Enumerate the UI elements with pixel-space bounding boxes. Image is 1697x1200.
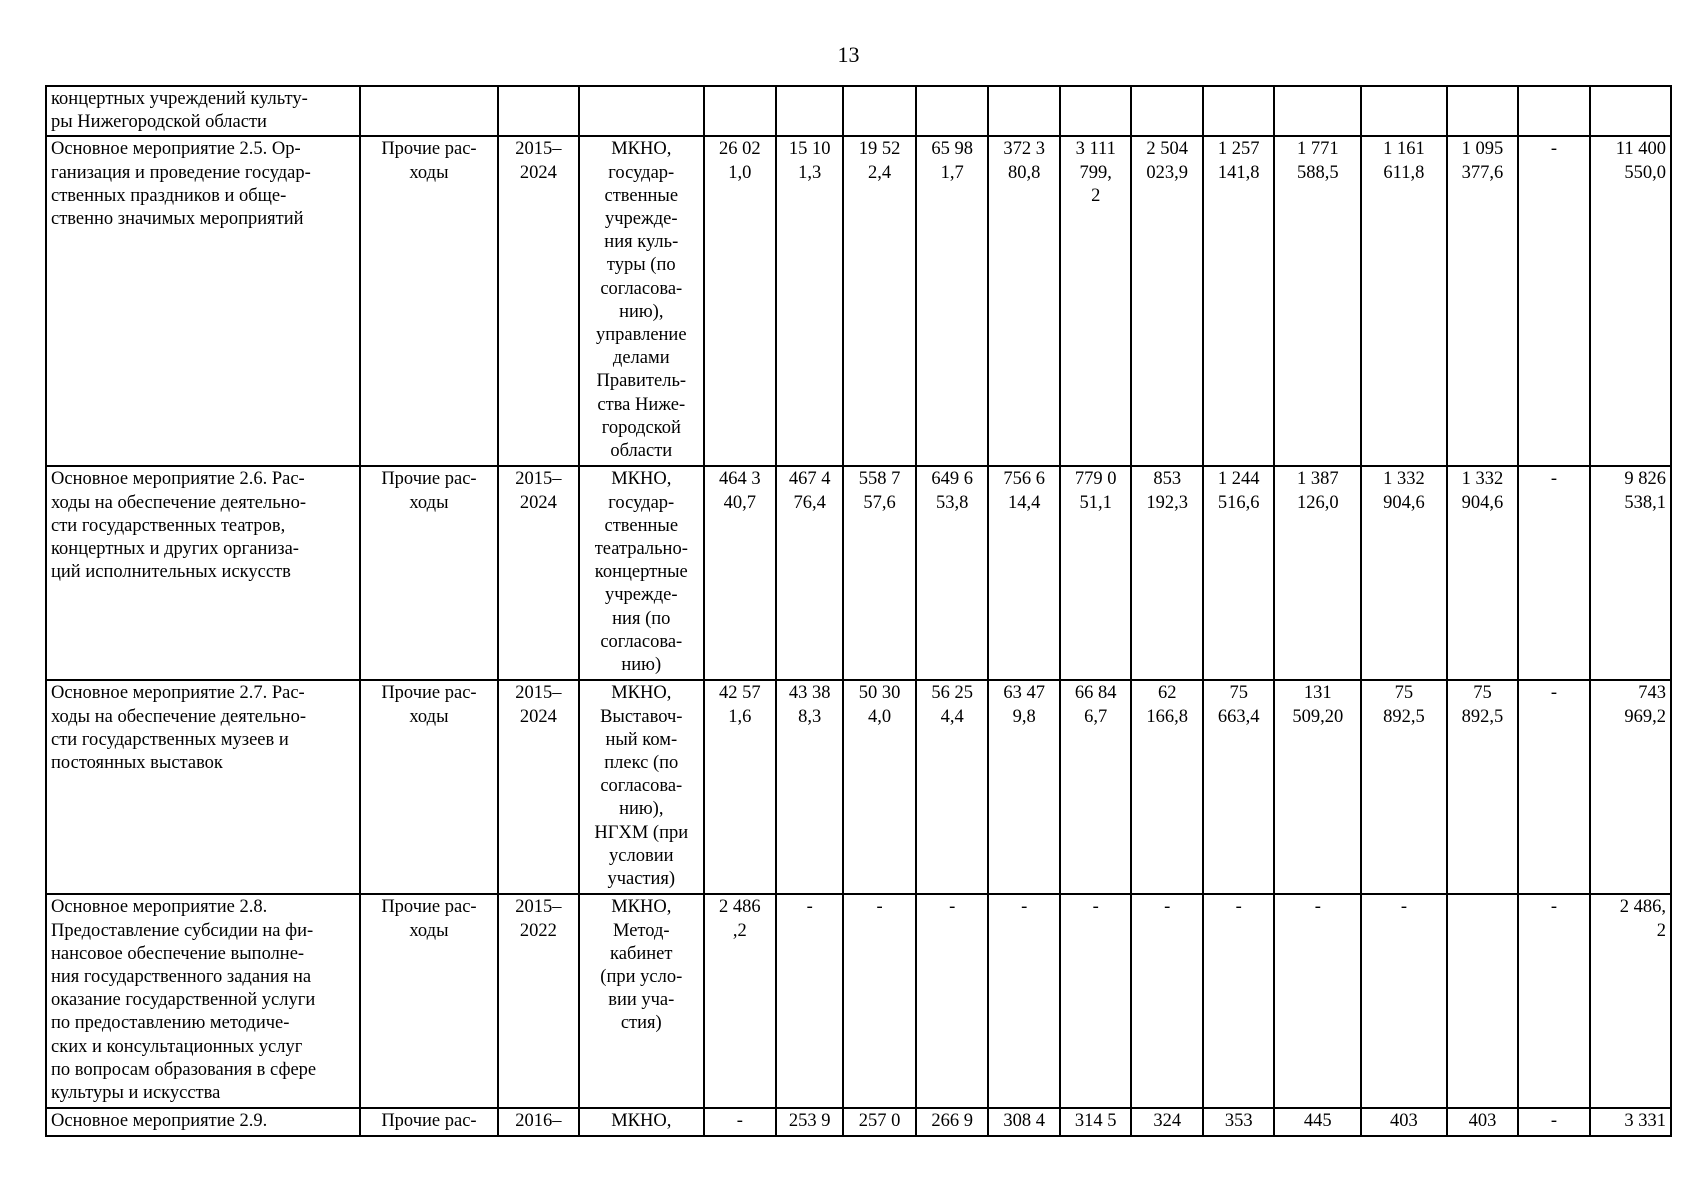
table-row xyxy=(46,466,1671,680)
measure-name: концертных учреждений культу- ры Нижегородской области xyxy=(46,86,360,136)
executor: МКНО, Выставоч- ный ком- плекс (по согласова- нию), НГХМ (при условии участия) xyxy=(579,680,704,894)
period: 2015– 2024 xyxy=(498,680,579,894)
value-cell xyxy=(1361,86,1447,136)
expense-type: Прочие рас- ходы xyxy=(360,680,498,894)
value-cell: 26 02 1,0 xyxy=(704,136,777,466)
value-cell: - xyxy=(1361,894,1447,1108)
value-cell xyxy=(1203,86,1275,136)
value-cell xyxy=(988,86,1060,136)
budget-table xyxy=(45,85,1672,1137)
value-cell xyxy=(1274,86,1361,136)
total-cell: 9 826 538,1 xyxy=(1590,466,1671,680)
value-cell: 464 3 40,7 xyxy=(704,466,777,680)
total-cell: 3 331 xyxy=(1590,1108,1671,1135)
value-cell: 2 486 ,2 xyxy=(704,894,777,1108)
value-cell: 403 xyxy=(1361,1108,1447,1135)
value-cell: - xyxy=(1518,466,1590,680)
value-cell: 372 3 80,8 xyxy=(988,136,1060,466)
value-cell: - xyxy=(1518,680,1590,894)
executor: МКНО, государ- ственные театрально- концертные учрежде- ния (по согласова- нию) xyxy=(579,466,704,680)
value-cell: 756 6 14,4 xyxy=(988,466,1060,680)
value-cell xyxy=(1518,86,1590,136)
table-row xyxy=(46,1108,1671,1135)
value-cell: 308 4 xyxy=(988,1108,1060,1135)
value-cell: 62 166,8 xyxy=(1131,680,1203,894)
total-cell: 11 400 550,0 xyxy=(1590,136,1671,466)
value-cell: 314 5 xyxy=(1060,1108,1132,1135)
table-row xyxy=(46,680,1671,894)
value-cell: - xyxy=(916,894,989,1108)
value-cell: 353 xyxy=(1203,1108,1275,1135)
value-cell: 65 98 1,7 xyxy=(916,136,989,466)
value-cell: 50 30 4,0 xyxy=(843,680,916,894)
value-cell: - xyxy=(1518,1108,1590,1135)
table-row xyxy=(46,136,1671,466)
value-cell: 19 52 2,4 xyxy=(843,136,916,466)
value-cell: - xyxy=(1060,894,1132,1108)
period: 2016– xyxy=(498,1108,579,1135)
value-cell: 1 244 516,6 xyxy=(1203,466,1275,680)
value-cell: 2 504 023,9 xyxy=(1131,136,1203,466)
value-cell: - xyxy=(1274,894,1361,1108)
value-cell: 1 161 611,8 xyxy=(1361,136,1447,466)
value-cell: 56 25 4,4 xyxy=(916,680,989,894)
period xyxy=(498,86,579,136)
value-cell: 445 xyxy=(1274,1108,1361,1135)
value-cell xyxy=(704,86,777,136)
table-row xyxy=(46,86,1671,136)
value-cell: 131 509,20 xyxy=(1274,680,1361,894)
value-cell: 324 xyxy=(1131,1108,1203,1135)
value-cell: - xyxy=(704,1108,777,1135)
value-cell: - xyxy=(1518,136,1590,466)
value-cell: 43 38 8,3 xyxy=(776,680,843,894)
total-cell: 2 486, 2 xyxy=(1590,894,1671,1108)
value-cell: 1 332 904,6 xyxy=(1361,466,1447,680)
value-cell: 66 84 6,7 xyxy=(1060,680,1132,894)
value-cell: - xyxy=(988,894,1060,1108)
value-cell: 15 10 1,3 xyxy=(776,136,843,466)
value-cell: 1 771 588,5 xyxy=(1274,136,1361,466)
total-cell: 743 969,2 xyxy=(1590,680,1671,894)
value-cell: 257 0 xyxy=(843,1108,916,1135)
value-cell xyxy=(843,86,916,136)
value-cell: 75 663,4 xyxy=(1203,680,1275,894)
measure-name: Основное мероприятие 2.9. xyxy=(46,1108,360,1135)
value-cell xyxy=(916,86,989,136)
value-cell: 42 57 1,6 xyxy=(704,680,777,894)
value-cell: 3 111 799, 2 xyxy=(1060,136,1132,466)
value-cell: 1 257 141,8 xyxy=(1203,136,1275,466)
value-cell: - xyxy=(1131,894,1203,1108)
measure-name: Основное мероприятие 2.8. Предоставление субсидии на фи- нансовое обеспечение выполне- ния государственного задания на оказание государственной услуги по предоставлению методиче- ских и консультационных услуг по вопросам образования в сфере культуры и искусства xyxy=(46,894,360,1108)
value-cell xyxy=(1447,894,1519,1108)
value-cell: 853 192,3 xyxy=(1131,466,1203,680)
value-cell: 266 9 xyxy=(916,1108,989,1135)
value-cell: 403 xyxy=(1447,1108,1519,1135)
period: 2015– 2024 xyxy=(498,466,579,680)
value-cell: 1 095 377,6 xyxy=(1447,136,1519,466)
expense-type: Прочие рас- ходы xyxy=(360,136,498,466)
value-cell: 1 332 904,6 xyxy=(1447,466,1519,680)
value-cell: - xyxy=(1518,894,1590,1108)
total-cell xyxy=(1590,86,1671,136)
measure-name: Основное мероприятие 2.5. Ор- ганизация и проведение государ- ственных праздников и обще- ственно значимых мероприятий xyxy=(46,136,360,466)
measure-name: Основное мероприятие 2.6. Рас- ходы на обеспечение деятельно- сти государственных театров, концертных и других организа- ций исполнительных искусств xyxy=(46,466,360,680)
expense-type xyxy=(360,86,498,136)
value-cell: 558 7 57,6 xyxy=(843,466,916,680)
value-cell: 63 47 9,8 xyxy=(988,680,1060,894)
measure-name: Основное мероприятие 2.7. Рас- ходы на обеспечение деятельно- сти государственных музеев и постоянных выставок xyxy=(46,680,360,894)
value-cell: 779 0 51,1 xyxy=(1060,466,1132,680)
executor: МКНО, Метод- кабинет (при усло- вии уча- стия) xyxy=(579,894,704,1108)
page-number: 13 xyxy=(837,42,860,67)
value-cell xyxy=(1131,86,1203,136)
expense-type: Прочие рас- xyxy=(360,1108,498,1135)
value-cell xyxy=(776,86,843,136)
expense-type: Прочие рас- ходы xyxy=(360,894,498,1108)
expense-type: Прочие рас- ходы xyxy=(360,466,498,680)
value-cell: - xyxy=(843,894,916,1108)
executor: МКНО, государ- ственные учрежде- ния куль- туры (по согласова- нию), управление делами Правитель- ства Ниже- городской области xyxy=(579,136,704,466)
value-cell: - xyxy=(1203,894,1275,1108)
value-cell: 649 6 53,8 xyxy=(916,466,989,680)
value-cell: 75 892,5 xyxy=(1447,680,1519,894)
value-cell: 253 9 xyxy=(776,1108,843,1135)
value-cell: 75 892,5 xyxy=(1361,680,1447,894)
value-cell: 467 4 76,4 xyxy=(776,466,843,680)
value-cell: - xyxy=(776,894,843,1108)
period: 2015– 2022 xyxy=(498,894,579,1108)
executor xyxy=(579,86,704,136)
value-cell xyxy=(1060,86,1132,136)
table-row xyxy=(46,894,1671,1108)
value-cell xyxy=(1447,86,1519,136)
period: 2015– 2024 xyxy=(498,136,579,466)
executor: МКНО, xyxy=(579,1108,704,1135)
value-cell: 1 387 126,0 xyxy=(1274,466,1361,680)
